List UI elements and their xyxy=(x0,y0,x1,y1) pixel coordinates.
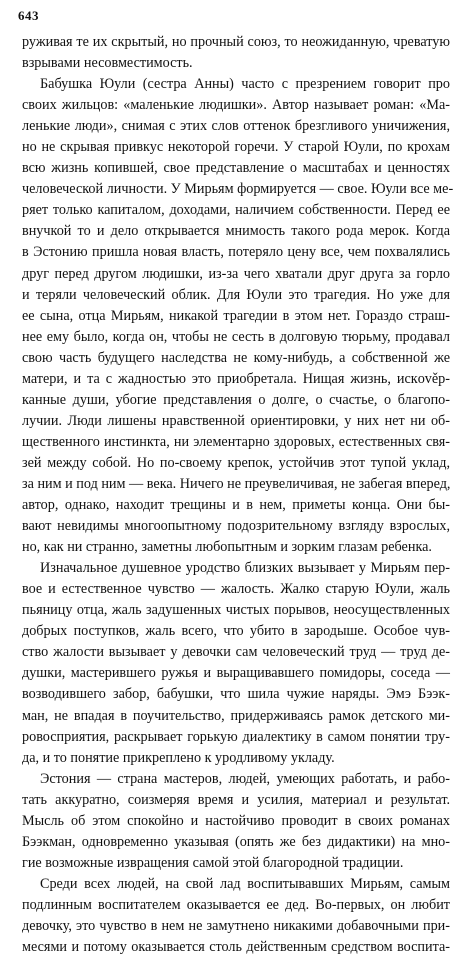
text-line: внучкой то и дело открывается мнимость такого рода мерок. Когда xyxy=(22,223,450,240)
text-line: взрывами несовместимость. xyxy=(22,55,193,72)
text-line: ряет только капиталом, доходами, наличием собственности. Перед ее xyxy=(22,202,450,219)
text-line: Мысль об этом спокойно и настойчиво проводит в своих романах xyxy=(22,812,450,829)
text-line: пьяницу отца, жаль задушенных чистых порывов, неосуществленных xyxy=(22,602,450,619)
text-line: Среди всех людей, на свой лад воспитывавших Мирьям, самым xyxy=(40,875,450,892)
text-line: руживая те их скрытый, но прочный союз, то неожиданную, чреватую xyxy=(22,34,450,50)
text-line: душки, мастерившего ружья и выращивавшего помидоры, соседа — xyxy=(22,665,450,682)
text-line: зей между собой. Но по-своему крепок, устойчив этот тупой уклад, xyxy=(22,454,450,471)
text-line: в Эстонию пришла новая власть, потеряло цену все, чем похвалялись xyxy=(22,244,450,261)
text-line: ее сына, отца Мирьям, никакой трагедии в этом нет. Гораздо страш- xyxy=(22,307,450,324)
text-line: своих жильцов: «маленькие людишки». Автор называет роман: «Ма- xyxy=(22,97,450,114)
text-line: подлинным воспитателем оказывается ее дед. Во-первых, он любит xyxy=(22,896,450,913)
text-line: возводившего забор, бабушки, что шила чужие наряды. Эмэ Бээк- xyxy=(22,686,450,703)
text-line: тать аккуратно, соизмеряя время и усилия, материал и результат. xyxy=(22,791,450,808)
text-line: щественного инстинкта, ни элементарно здоровых, естественных свя- xyxy=(22,433,450,450)
page-number: 643 xyxy=(18,8,39,23)
text-line: канные души, убогие представления о долге, о счастье, о благопо- xyxy=(22,391,450,408)
text-line: человеческой личности. У Мирьям формируется — свое. Юули все ме- xyxy=(22,181,454,198)
text-line: добрых поступков, жаль всего, что убито в зародыше. Особое чув- xyxy=(22,623,450,640)
text-line: ство жалости вызывает у девочки сам человеческий труд — труд де- xyxy=(22,644,450,661)
text-line: вое и естественное чувство — жалость. Жалко старую Юули, жаль xyxy=(22,581,450,598)
text-line: Изначальное душевное уродство близких вызывает у Мирьям пер- xyxy=(40,560,450,577)
text-line: ленькие люди», снимая с этих слов оттенок брезгливого уничижения, xyxy=(22,118,450,135)
text-line: ман, не впадая в поучительство, придерживаясь рамок детского ми- xyxy=(22,707,450,724)
text-line: автор, однако, находит трещины и в нем, приметы конца. Они бы- xyxy=(22,497,450,514)
text-line: ровосприятия, раскрывает горькую диалектику в самом понятии тру- xyxy=(22,728,450,745)
text-line: но, как ни странно, заметны любопытным и зорким глазам ребенка. xyxy=(22,539,432,556)
text-line: вают невидимы многоопытному подозрительному взгляду взрослых, xyxy=(22,518,450,535)
text-line: Бабушка Юули (сестра Анны) часто с презрением говорит про xyxy=(40,76,450,93)
text-line: за ним и под ним — века. Ничего не преувеличивая, не забегая вперед, xyxy=(22,475,451,492)
text-line: Эстония — страна мастеров, людей, умеющих работать, и рабо- xyxy=(40,770,450,787)
text-line: гие возможные извращения самой этой благородной традиции. xyxy=(22,854,404,871)
text-line: да, и то понятие прикреплено к уродливому укладу. xyxy=(22,749,335,766)
body-text xyxy=(22,32,454,958)
text-line: Бээкман, одновременно указывая (опять же без дидактики) на мно- xyxy=(22,833,450,850)
text-line: матери, и та с жадностью это приобретала. Нищая жизнь, искověр- xyxy=(22,370,450,387)
text-line: но не скрывая привкус некоторой горечи. У старой Юули, по крохам xyxy=(22,139,450,156)
text-line: свою часть будущего наследства не кому-нибудь, а собственной же xyxy=(22,349,450,366)
text-line: всю жизнь копившей, свое представление о масштабах и ценностях xyxy=(22,160,450,177)
text-line: нее ему было, когда он, чтобы не сесть в долговую тюрьму, продавал xyxy=(22,328,450,345)
text-line: лучии. Люди лишены нравственной ориентировки, у них нет ни об- xyxy=(22,412,450,429)
text-line: девочку, это чувство в нем не замутнено никакими добавочными при- xyxy=(22,917,450,934)
text-line: друг перед другом людишки, из-за чего хватали друг друга за горло xyxy=(22,265,450,282)
text-line: и теряли человеческий облик. Для Юули это трагедия. Но уже для xyxy=(22,286,450,303)
text-line: месями и потому оказывается столь действенным средством воспита- xyxy=(22,939,450,956)
